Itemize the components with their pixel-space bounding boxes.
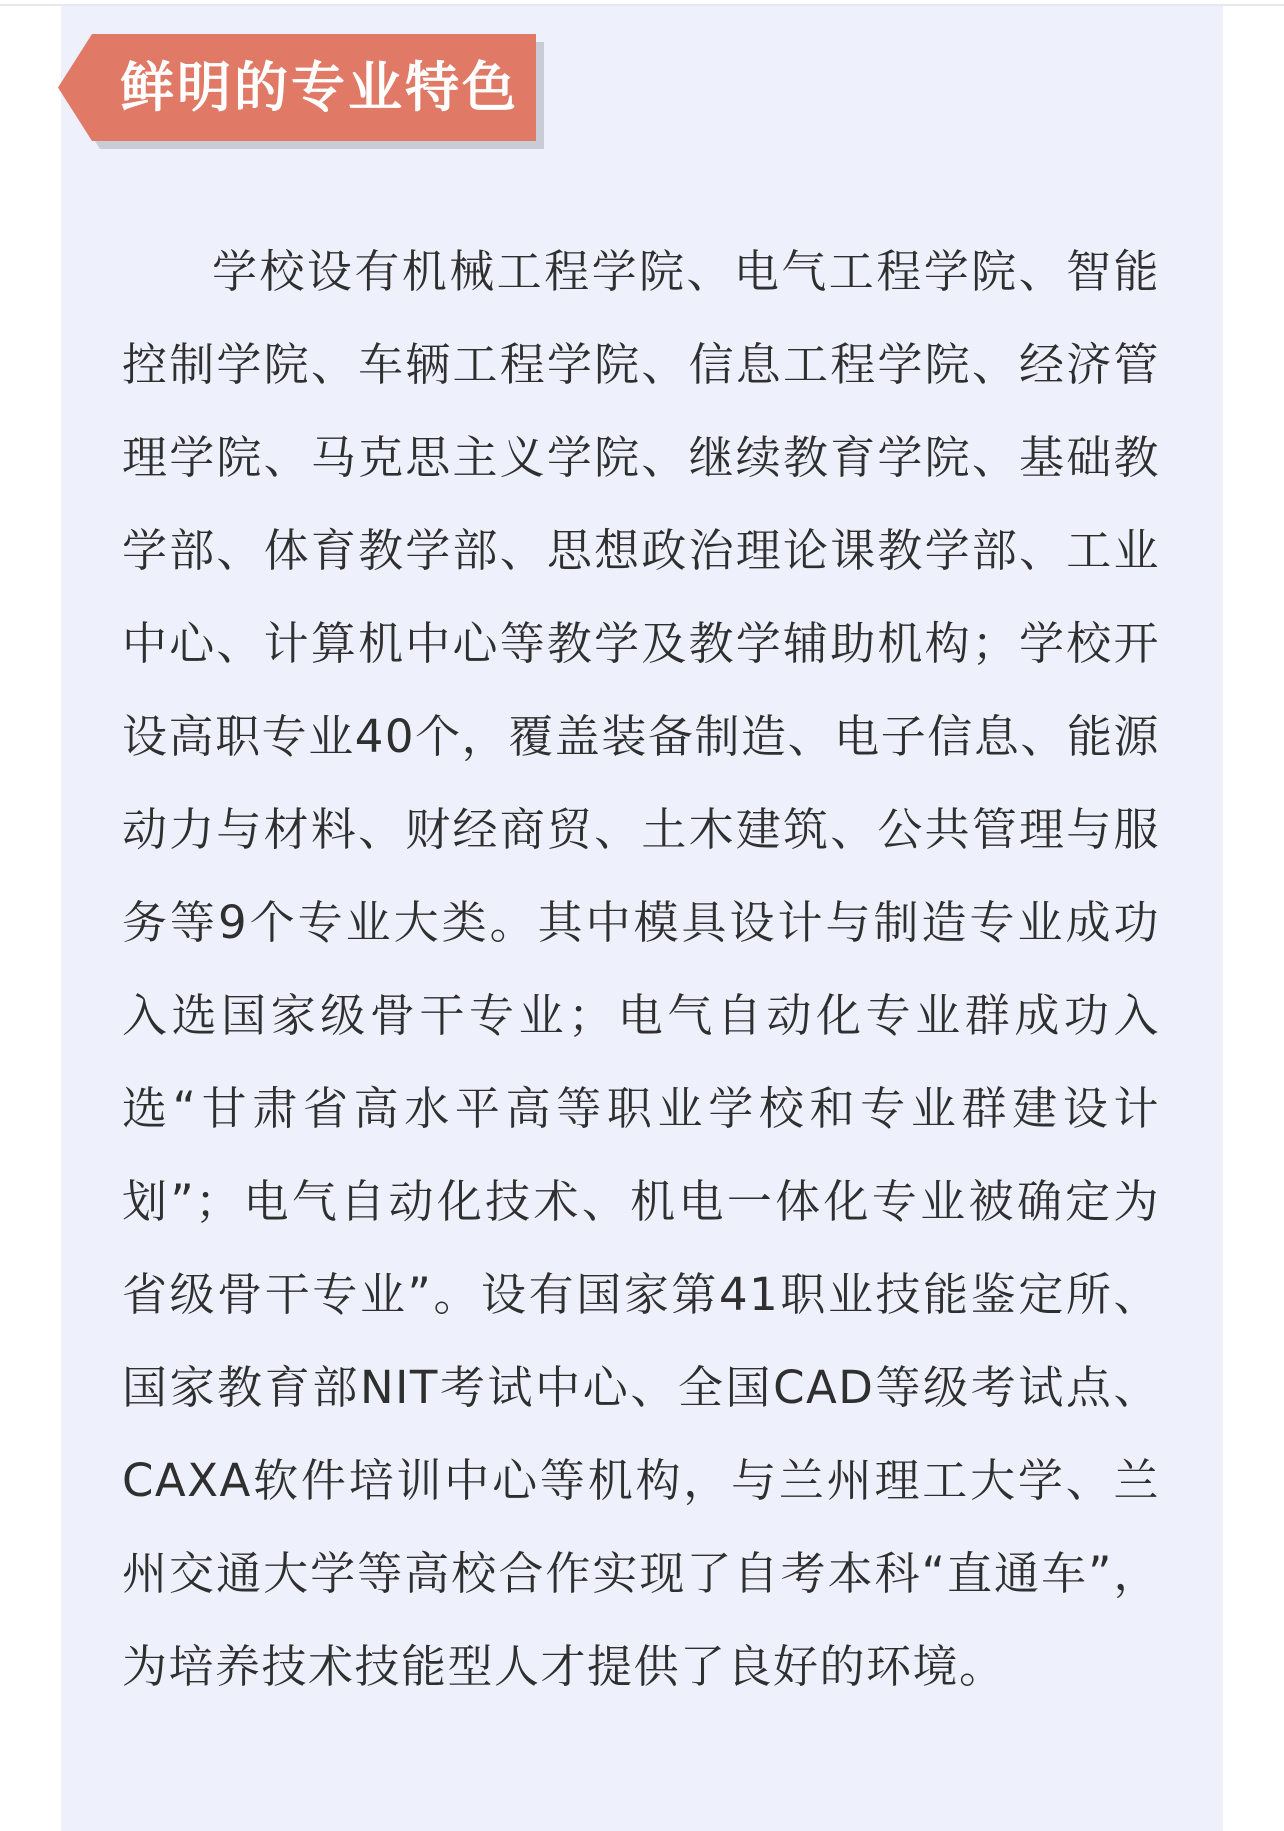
section-title: 鲜明的专业特色 bbox=[120, 56, 519, 119]
section-body-paragraph: 学校设有机械工程学院、电气工程学院、智能控制学院、车辆工程学院、信息工程学院、经济管理学院、马克思主义学院、继续教育学院、基础教学部、体育教学部、思想政治理论课教学部、工业中心、计算机中心等教学及教学辅助机构；学校开设高职专业40个，覆盖装备制造、电子信息、能源动力与材料、财经商贸、土木建筑、公共管理与服务等9个专业大类。其中模具设计与制造专业成功入选国家级骨干专业；电气自动化专业群成功入选“甘肃省高水平高等职业学校和专业群建设计划”；电气自动化技术、机电一体化专业被确定为省级骨干专业”。设有国家第41职业技能鉴定所、国家教育部NIT考试中心、全国CAD等级考试点、CAXA软件培训中心等机构，与兰州理工大学、兰州交通大学等高校合作实现了自考本科“直通车”，为培养技术技能型人才提供了良好的环境。 bbox=[122, 245, 1160, 1693]
